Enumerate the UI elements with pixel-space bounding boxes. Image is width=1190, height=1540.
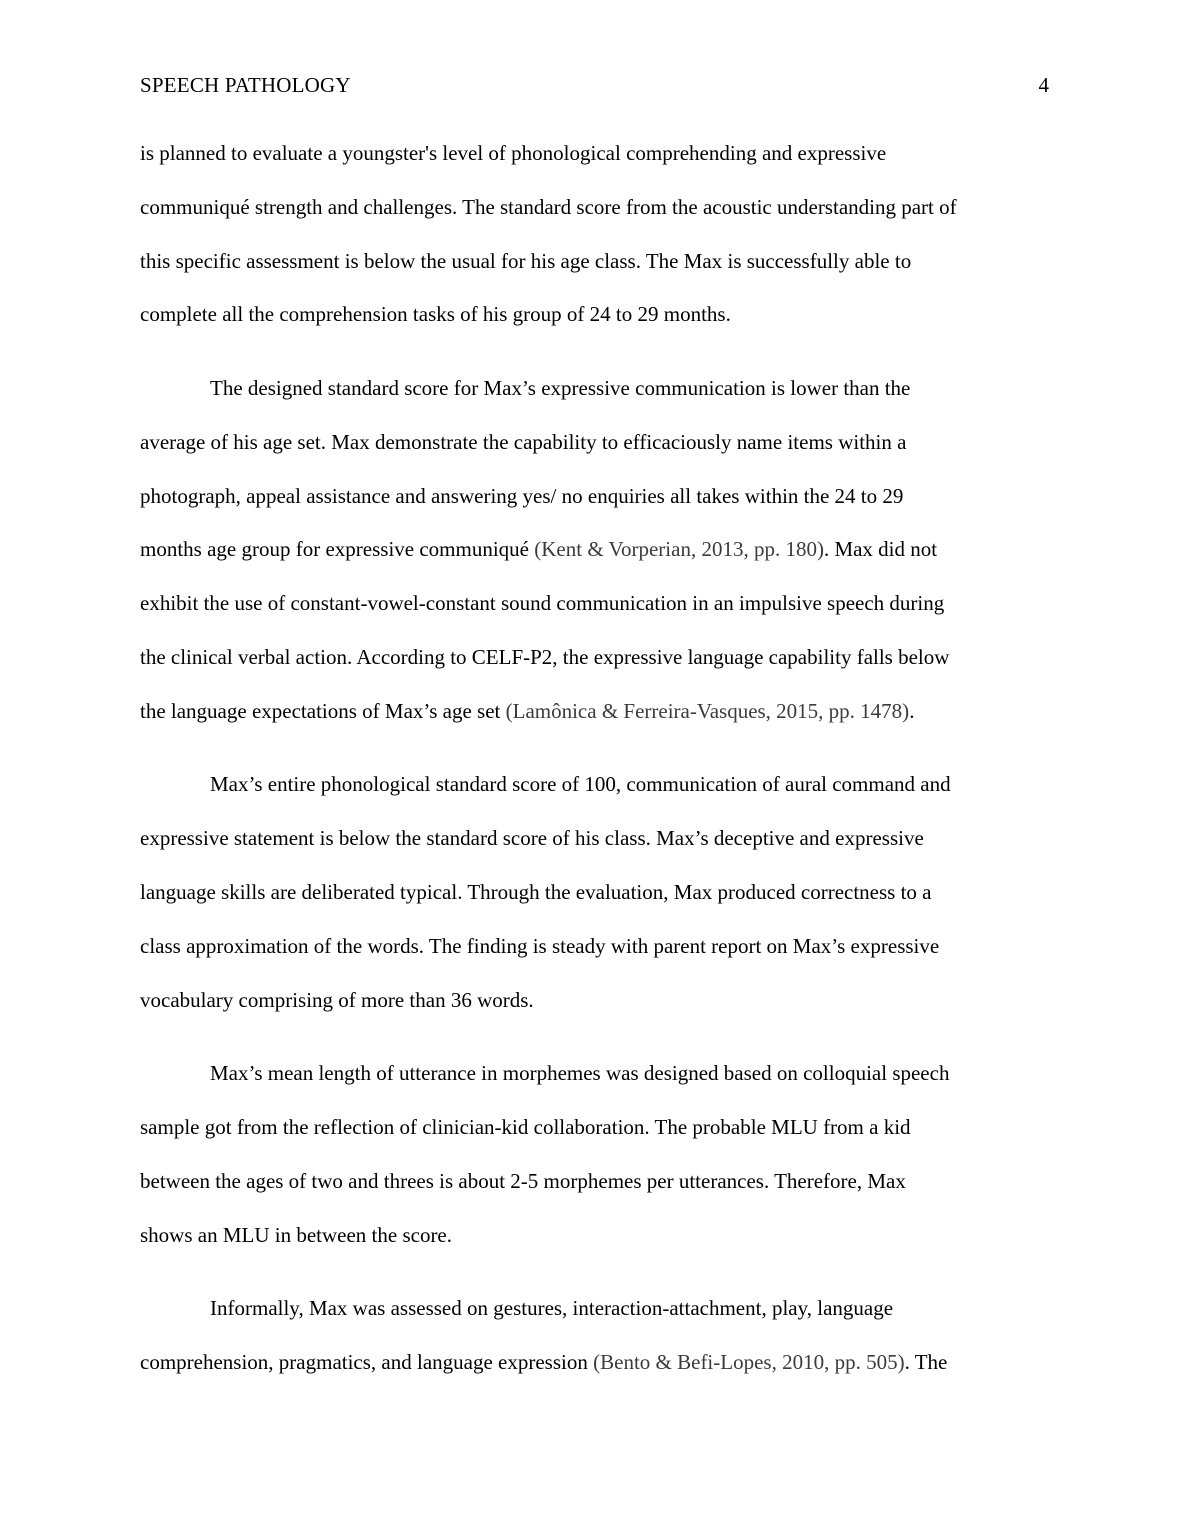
text-segment: .: [909, 698, 915, 723]
text-line: [140, 1155, 1052, 1209]
text-segment: months age group for expressive communiqué: [140, 537, 535, 562]
text-segment: The designed standard score for Max’s expressive communication is lower than the: [210, 375, 911, 400]
running-head-title: SPEECH PATHOLOGY: [140, 73, 351, 97]
paragraph: [140, 127, 1052, 342]
citation: (Lamônica & Ferreira-Vasques, 2015, pp. 1478): [505, 698, 910, 723]
paragraph: [140, 1282, 1052, 1390]
text-segment: communiqué strength and challenges. The standard score from the acoustic understanding part of: [140, 194, 957, 219]
paragraph: [140, 758, 1052, 1027]
text-line: [140, 1336, 1052, 1390]
text-segment: sample got from the reflection of clinician-kid collaboration. The probable MLU from a kid: [140, 1114, 911, 1139]
text-segment: photograph, appeal assistance and answering yes/ no enquiries all takes within the 24 to 29: [140, 483, 904, 508]
text-segment: average of his age set. Max demonstrate the capability to efficaciously name items within a: [140, 429, 907, 454]
text-segment: exhibit the use of constant-vowel-constant sound communication in an impulsive speech during: [140, 591, 945, 616]
text-line: [140, 288, 1052, 342]
text-segment: language skills are deliberated typical. Through the evaluation, Max produced correctness to a: [140, 879, 932, 904]
text-line: [140, 235, 1052, 289]
text-line: [140, 181, 1052, 235]
text-line: [140, 1047, 1052, 1101]
text-line: [140, 685, 1052, 739]
text-line: [140, 416, 1052, 470]
text-line: [140, 1282, 1052, 1336]
text-line: [140, 523, 1052, 577]
text-segment: this specific assessment is below the usual for his age class. The Max is successfully able to: [140, 248, 912, 273]
text-segment: . Max did not: [823, 537, 938, 562]
text-line: [140, 1209, 1052, 1263]
paragraph: [140, 362, 1052, 739]
text-segment: expressive statement is below the standard score of his class. Max’s deceptive and expressive: [140, 826, 924, 851]
text-segment: the clinical verbal action. According to CELF-P2, the expressive language capability falls below: [140, 644, 950, 669]
text-segment: Max’s entire phonological standard score of 100, communication of aural command and: [210, 772, 951, 797]
text-line: [140, 362, 1052, 416]
text-line: [140, 631, 1052, 685]
text-line: [140, 577, 1052, 631]
text-segment: the language expectations of Max’s age set: [140, 698, 506, 723]
text-segment: between the ages of two and threes is about 2-5 morphemes per utterances. Therefore, Max: [140, 1168, 906, 1193]
text-segment: complete all the comprehension tasks of his group of 24 to 29 months.: [140, 302, 731, 327]
text-segment: Informally, Max was assessed on gestures, interaction-attachment, play, language: [210, 1296, 894, 1321]
page-number: 4: [1038, 73, 1049, 97]
text-segment: class approximation of the words. The finding is steady with parent report on Max’s expressive: [140, 933, 940, 958]
text-line: [140, 920, 1052, 974]
text-line: [140, 470, 1052, 524]
text-segment: . The: [904, 1349, 948, 1374]
text-segment: Max’s mean length of utterance in morphemes was designed based on colloquial speech: [210, 1061, 950, 1086]
text-line: [140, 1101, 1052, 1155]
text-line: [140, 758, 1052, 812]
body-text: [140, 127, 1052, 1410]
citation: (Bento & Befi-Lopes, 2010, pp. 505): [593, 1349, 905, 1374]
text-line: [140, 974, 1052, 1028]
running-head: [140, 70, 1049, 100]
text-segment: shows an MLU in between the score.: [140, 1222, 453, 1247]
text-segment: is planned to evaluate a youngster's level of phonological comprehending and expressive: [140, 141, 887, 165]
text-segment: vocabulary comprising of more than 36 words.: [140, 987, 534, 1012]
citation: (Kent & Vorperian, 2013, pp. 180): [534, 537, 824, 562]
text-segment: comprehension, pragmatics, and language expression: [140, 1349, 594, 1374]
text-line: [140, 866, 1052, 920]
text-line: [140, 812, 1052, 866]
text-line: [140, 127, 1052, 181]
paragraph: [140, 1047, 1052, 1262]
